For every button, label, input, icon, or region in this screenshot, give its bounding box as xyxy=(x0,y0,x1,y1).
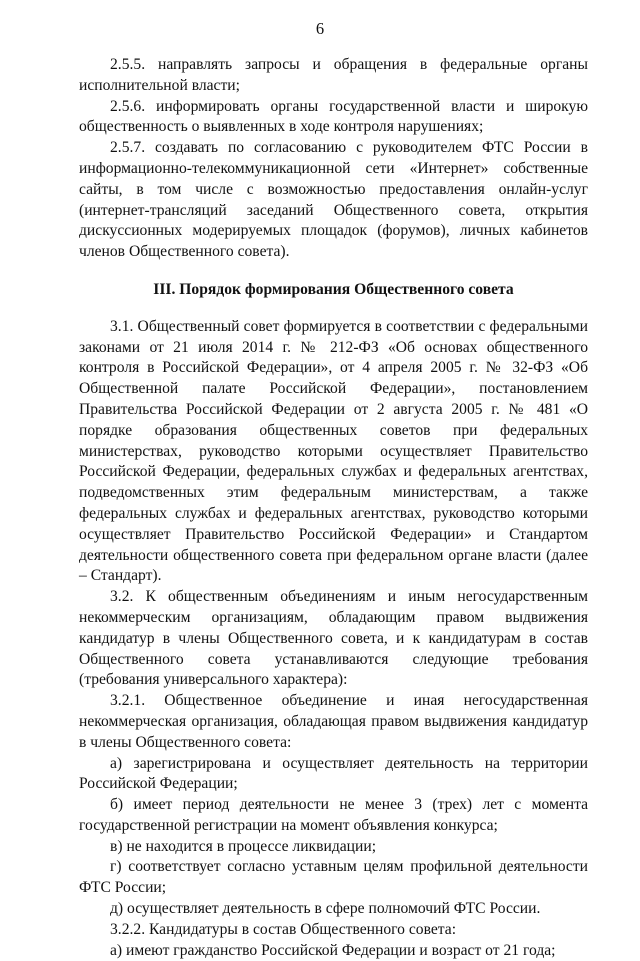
paragraph-3-1: 3.1. Общественный совет формируется в соответствии с федеральными законами от 21 июля 2014 г. № 212-ФЗ «Об основах общественного контроля в Российской Федерации», от 4 апреля 2005 г. № 32-ФЗ «Об Общественной палате Российской Федерации», постановлением Правительства Российской Федерации от 2 августа 2005 г. № 481 «О порядке образования общественных советов при федеральных министерствах, руководство которыми осуществляет Правительство Российской Федерации, федеральных службах и федеральных агентствах, подведомственных этим федеральным министерствам, а также федеральных службах и федеральных агентствах, руководство которыми осуществляет Правительство Российской Федерации» и Стандартом деятельности общественного совета при федеральном органе власти (далее – Стандарт). xyxy=(79,317,588,585)
list-item-b: б) имеет период деятельности не менее 3 (трех) лет с момента государственной регистрации на момент объявления конкурса; xyxy=(79,796,588,834)
paragraph-3-2-1: 3.2.1. Общественное объединение и иная негосударственная некоммерческая организация, обладающая правом выдвижения кандидатур в члены Общественного совета: xyxy=(79,692,588,751)
list-item-g: г) соответствует согласно уставным целям профильной деятельности ФТС России; xyxy=(79,858,588,897)
page-number: 6 xyxy=(315,19,325,38)
section-heading: III. Порядок формирования Общественного совета xyxy=(153,280,514,298)
list-item-a: а) зарегистрирована и осуществляет деятельность на территории Российской Федерации; xyxy=(79,754,588,793)
paragraph-2-5-6: 2.5.6. информировать органы государственной власти и широкую общественность о выявленных в ходе контроля нарушениях; xyxy=(79,97,588,136)
list-item-d: д) осуществляет деятельность в сфере полномочий ФТС России. xyxy=(110,900,541,918)
paragraph-3-2: 3.2. К общественным объединениям и иным негосударственным некоммерческим организациям, обладающим правом выдвижения кандидатур в члены Общественного совета, и к кандидатурам в состав Общественного совета устанавливаются следующие требования (требования универсального характера): xyxy=(79,588,588,689)
paragraph-2-5-5: 2.5.5. направлять запросы и обращения в федеральные органы исполнительной власти; xyxy=(79,56,588,94)
list-item-a-2: а) имеют гражданство Российской Федерации и возраст от 21 года; xyxy=(110,941,556,959)
document-body xyxy=(79,55,588,961)
paragraph-3-2-2: 3.2.2. Кандидатуры в состав Общественного совета: xyxy=(110,920,457,938)
list-item-v: в) не находится в процессе ликвидации; xyxy=(110,837,377,855)
paragraph-2-5-7: 2.5.7. создавать по согласованию с руководителем ФТС России в информационно-телекоммуникационной сети «Интернет» собственные сайты, в том числе с возможностью предоставления онлайн-услуг (интернет-трансляций заседаний Общественного совета, открытия дискуссионных модерируемых площадок (форумов), личных кабинетов членов Общественного совета). xyxy=(79,139,588,261)
